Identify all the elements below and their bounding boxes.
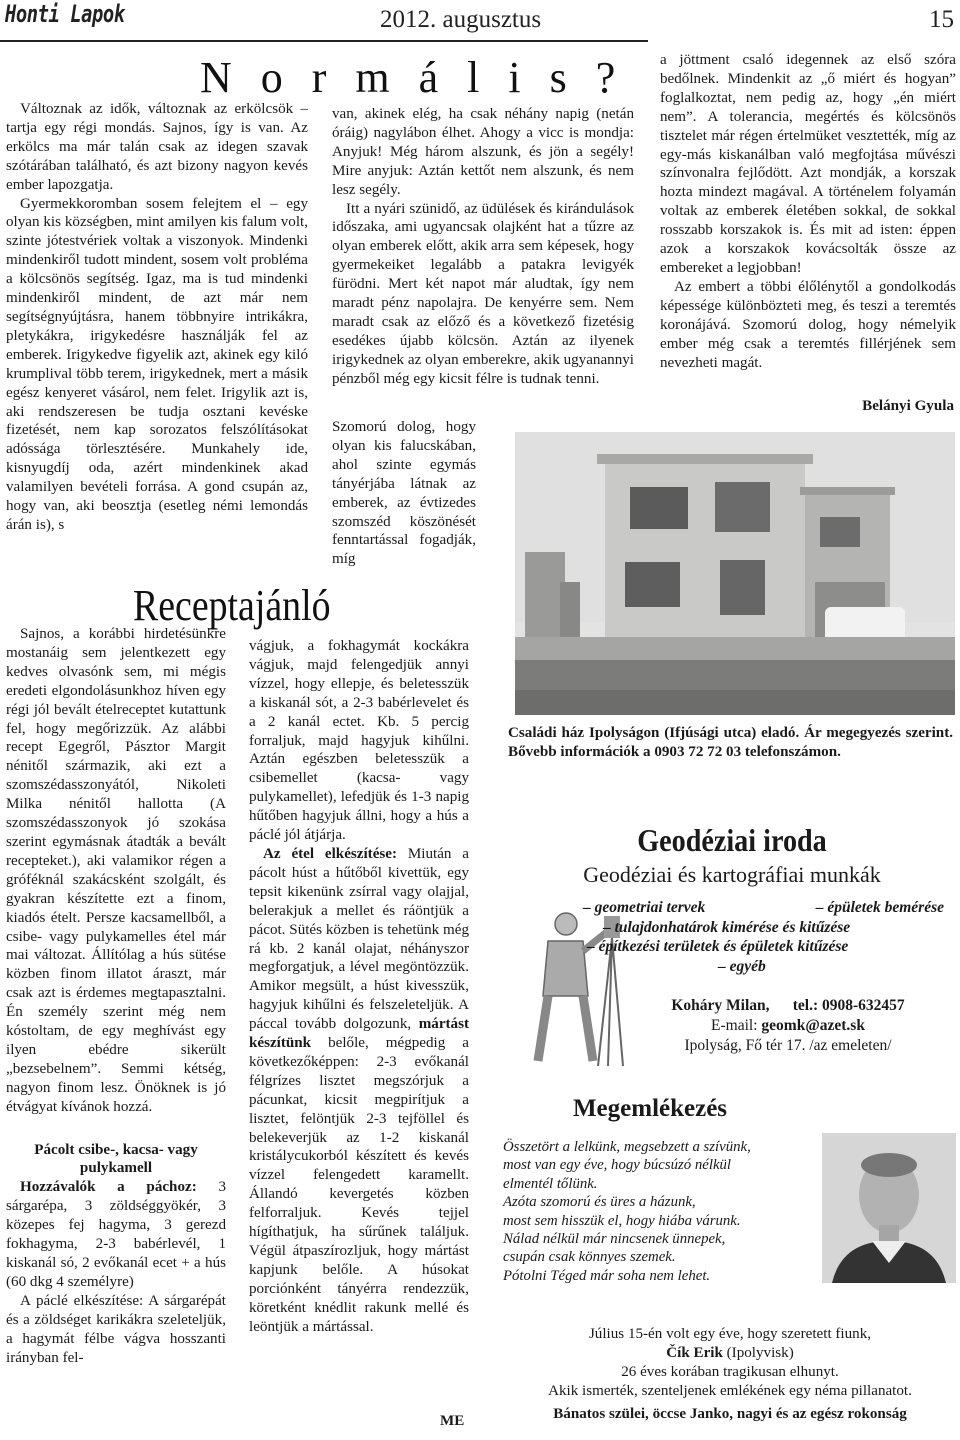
memorial-name-line <box>500 1344 960 1363</box>
deceased-name: Čík Erik <box>666 1345 723 1361</box>
recipe-signature: ME <box>440 1413 465 1429</box>
newspaper-logo: Honti Lapok <box>5 0 125 28</box>
poem-line: Pótolni Téged már soha nem lehet. <box>503 1267 711 1284</box>
paragraph: van, akinek elég, ha csak néhány napig (netán óráig) nagylábon élhet. Ahogy a vicc is mondja: Anyjuk! Még három alszunk, és jön a segély! Mire anyjuk: Aztán kettőt nem alszunk, és nem lesz segély. <box>332 106 634 198</box>
ingredients-paragraph <box>6 1178 226 1291</box>
services-line-1 <box>583 898 956 918</box>
paragraph: a jöttment csaló idegennek az első szóra bedőlnek. Mindenkit az „ő miért és hogyan” foglalkoztat, nem pedig az, hogy „én miért nem”. A tolerancia, megértés és kölcsönös tisztelet már régen értelmüket vesztették, míg az egy-más kiskanálban való megfojtása művészi színvonalra fejlődött. Azt mondják, a korszak hozta mindezt magával. A történelem folyamán voltak az emberek életében sokkal, de sokkal rosszabb korszakok is. És mit ad isten: éppen azok a korszakok kovácsolták össze az embereket a legjobban! <box>660 52 956 276</box>
poem-line: Azóta szomorú és üres a házunk, <box>503 1194 696 1211</box>
memorial-line: Július 15-én volt egy éve, hogy szeretett fiunk, <box>588 1326 872 1342</box>
address-line: Ipolyság, Fő tér 17. /az emeleten/ <box>684 1037 892 1054</box>
preparation-text-b: belőle, mégpedig a következőképpen: 2-3 evőkanál félgrízes lisztet megszórjuk a pácunkat, kicsit megpirítjuk a lisztet, felöntjük 2-3 tejföllel és belekeverjük az 1-2 kiskanál kristálycukorból készített és kevés vízzel felengedett karamellt. Állandó kevergetés közben felforraljuk. Kevés tejjel hígíthatjuk, ha sűrűnek találjuk. Végül átpaszírozljuk, hogy mártást kapjunk belőle. A húsokat porciónként tányérra rendezzük, köretként knédlit rakunk mellé és leöntjük a mártással. <box>249 1035 469 1335</box>
email-line <box>628 1016 948 1036</box>
memorial-portrait <box>822 1133 956 1283</box>
paragraph: Szomorú dolog, hogy olyan kis falucskában, ahol szinte egymás tányérjába látnak az emberek, az évtizedes szomszéd köszönését fenntartással fogadják, míg <box>332 419 476 568</box>
preparation-bold: mártást készítünk <box>249 1016 469 1052</box>
paragraph: A páclé elkészítése: A sárgarépát és a zöldséget karikákra szeleteljük, a hagymát félbe vágva hosszanti irányban fel- <box>6 1292 226 1366</box>
contact-phone: tel.: 0908-632457 <box>792 997 905 1014</box>
email-label: E-mail: <box>711 1017 758 1034</box>
article-author: Belányi Gyula <box>862 398 954 414</box>
recipe-title: Pácolt csibe-, kacsa- vagy pulykamell <box>34 1141 198 1177</box>
paragraph: Gyermekkoromban sosem felejtem el – egy olyan kis községben, mint amilyen kis falum volt, szinte jótestvériek voltak a viszonyok. Mindenki mindenkiről tudott mindent, sosem volt probléma a kölcsönös segítség. Igaz, ma is tud mindenki mindenkiről mindent, de azt már nem segítségnyújtásra, hanem többnyire intrikákra, pletykákra, irigykedésre használják fel az emberek. Irigykedve figyelik azt, akinek egy kiló krumplival több terem, irigykednek, mert a másik egész kenyeret vásárol, nem felet. Irigylik azt is, aki rendszeresen be tudja osztani kevéske fizetését, nem kap sorozatos felszólításokat adóssága törlesztésére. Munkahely ide, kisnyugdíj oda, azért mindenkinek akad valamilyen bevételi forrása. A gond csupán az, hogy van, aki beosztja (esetleg némi lemondás árán is), s <box>6 195 308 533</box>
service-item: – tulajdonhatárok kimérése és kitűzése <box>603 918 851 936</box>
service-item: – épületek bemérése <box>815 899 944 916</box>
header-rule <box>0 40 648 42</box>
paragraph: Az embert a többi élőlénytől a gondolkodás képessége különbözteti meg, és teszi a teremtés koronájává. Szomorú dolog, hogy némelyik ember még csak a teremtés fillérjének sem nevezheti magát. <box>660 278 956 371</box>
normalis-column-3 <box>660 51 956 397</box>
contact-name: Koháry Milan, <box>671 997 770 1014</box>
issue-date: 2012. augusztus <box>380 6 542 33</box>
house-sale-ad: Családi ház Ipolyságon (Ifjúsági utca) eladó. Ár megegyezés szerint. Bővebb információk a 0903 72 72 03 telefonszámon. <box>508 725 953 760</box>
memorial-text <box>500 1325 960 1424</box>
recipe-column-2 <box>249 637 469 1412</box>
memorial-line: Akik ismerték, szenteljenek emlékének egy néma pillanatot. <box>548 1383 912 1399</box>
preparation-label: Az étel elkészítése: <box>263 845 397 862</box>
memorial-notice <box>500 1085 960 1440</box>
poem-line: csupán csak könnyes szemek. <box>503 1249 676 1266</box>
geodezia-ad <box>508 808 956 1083</box>
memorial-line: 26 éves korában tragikusan elhunyt. <box>621 1364 839 1380</box>
memorial-signature: Bánatos szülei, öccse Janko, nagyi és az egész rokonság <box>553 1406 907 1422</box>
normalis-column-2 <box>332 105 634 417</box>
house-photo <box>515 432 955 715</box>
poem-line: Nálad nélkül már nincsenek ünnepek, <box>503 1231 726 1248</box>
paragraph: Itt a nyári szünidő, az üdülések és kirándulások időszaka, ami ugyancsak olajként hat a tűzre az olyan emberek előtt, akik arra sem képesek, hogy gyermekeiket legalább a patakra levigyék fürödni. Mert két napot már aludtak, így nem maradt pénz napolajra. De kenyérre sem. Nem maradt csak az előző és a következő fizetésig esedékes újabb kölcsön. Aztán az ilyenek irigykednek az olyan emberekre, akik ugyanannyi pénzből még egy kicsit félre is tudnak tenni. <box>332 200 634 387</box>
recipe-column-1 <box>6 625 226 1440</box>
memorial-poem <box>503 1138 813 1285</box>
preparation-paragraph <box>249 845 469 1337</box>
poem-line: Összetört a lelkünk, megsebzett a szívünk, <box>503 1139 751 1155</box>
ingredients-label: Hozzávalók a páchoz: <box>20 1179 197 1196</box>
paragraph: Változnak az idők, változnak az erkölcsök – tartja egy régi mondás. Sajnos, így is van. Az erkölcs ma már talán csak az idegen szavak szótárában található, és azt bizony nagyon kevés ember lapozgatja. <box>6 101 308 193</box>
page-number: 15 <box>929 6 954 33</box>
ingredients-text: 3 sárgarépa, 3 zöldséggyökér, 3 közepes fej hagyma, 3 gerezd fokhagyma, 2-3 babérlevél, 1 kiskanál só, 2 evőkanál ecet + a hús (60 dkg 4 személyre) <box>6 1179 226 1290</box>
services-list <box>583 898 956 976</box>
email-address[interactable]: geomk@azet.sk <box>761 1017 865 1034</box>
preparation-text-a: Miután a pácolt húst a hűtőből kivettük, egy tepsit kikenünk zsírral vagy olajjal, belerakjuk a mellet és ráöntjük a pácot. Sütés közben is tehetünk még rá kb. 2 kanál olajat, néhányszor megforgatjuk, a lével megöntözzük. Amikor megsült, a húst kivesszük, hagyjuk kihűlni és felszeleteljük. A páccal tovább dolgozunk, <box>249 845 469 1033</box>
poem-line: most van egy éve, hogy búcsúzó nélkül <box>503 1157 732 1174</box>
poem-line: most sem hisszük el, hogy hiába várunk. <box>503 1212 741 1229</box>
ad-title: Geodéziai iroda <box>637 822 827 858</box>
service-item: – geometriai tervek <box>583 899 706 916</box>
deceased-origin: (Ipolyvisk) <box>726 1345 794 1361</box>
service-item: – építkezési területek és épületek kitűzése <box>587 938 849 955</box>
normalis-column-2-cont <box>332 418 476 578</box>
contact-block <box>628 996 948 1056</box>
article-title-receptajanlo: Receptajánló <box>133 581 331 630</box>
paragraph: vágjuk, a fokhagymát kockákra vágjuk, majd felengedjük annyi vízzel, hogy ellepje, és beletesszük a kiskanál sót, a 2-3 babérlevelet és a 2 kanál ectet. Kb. 5 percig forraljuk, majd hagyjuk kihűlni. Aztán egészben beletesszük a csibemellet (kacsa- vagy pulykamellet), lefedjük és 1-3 napig hűtőben hagyjuk állni, hogy a hús a páclé jól átjárja. <box>249 638 469 844</box>
poem-line: elmentél tőlünk. <box>503 1175 598 1192</box>
contact-line <box>628 996 948 1016</box>
paragraph: Sajnos, a korábbi hirdetésünkre mostanáig sem jelentkezett egy kedves olvasónk sem, mi mégis eredeti elgondolásunkhoz híven egy régi jól bevált ételreceptet kutattunk fel, hogy megőrizzük. Az alábbi recept Egegről, Pásztor Margit nénitől származik, aki ezt a szomszédasszonyától, Nikoleti Milka nénitől hallotta (A szomszédasszonyok jó szokása szerint egymásnak átadták a bevált recepteket.), aki valamikor régen a gróféknál szakácsként szolgált, és gyakran készítette ezt a finom, kiadós ételt. Persze kacsamellből, a csibe- vagy pulykamelles étel már mai változat. Állítólag a hús sütése közben finom illatot áraszt, már csak azt is érdemes megtapasztalni. Én személy szerint még nem kóstoltam, de egy meghívást egy ilyen ebédre sikerült „bezsebelnem”. Semmi kétség, nagyon finom lesz. Önöknek is jó étvágyat kívánok hozzá. <box>6 626 226 1115</box>
normalis-column-1 <box>6 100 308 578</box>
memorial-title: Megemlékezés <box>572 1095 728 1122</box>
article-title-normalis: N o r m á l i s ? <box>200 53 625 102</box>
service-item: – egyéb <box>718 957 766 975</box>
ad-subtitle: Geodéziai és kartográfiai munkák <box>583 862 881 887</box>
